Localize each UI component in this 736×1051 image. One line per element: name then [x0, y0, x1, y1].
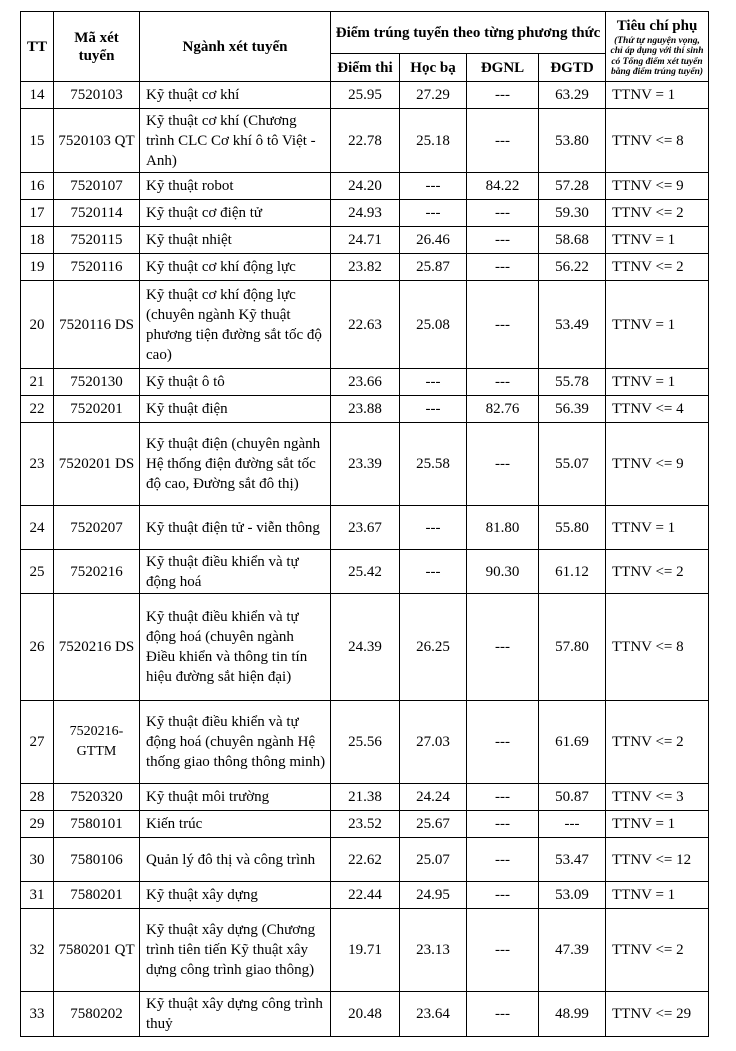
header-dgtd: ĐGTD — [539, 54, 606, 82]
table-row — [21, 396, 709, 423]
cell-dgnl: --- — [467, 594, 539, 701]
cell-dgtd: 55.80 — [539, 506, 606, 550]
cell-diem-thi: 22.62 — [331, 838, 400, 882]
cell-diem-thi: 20.48 — [331, 992, 400, 1037]
cell-nganh: Quản lý đô thị và công trình — [140, 838, 331, 882]
cell-nganh: Kỹ thuật cơ khí động lực — [140, 254, 331, 281]
cell-hoc-ba: --- — [400, 550, 467, 594]
cell-dgnl: --- — [467, 701, 539, 784]
cell-nganh: Kiến trúc — [140, 811, 331, 838]
cell-tieu-chi: TTNV <= 2 — [606, 909, 709, 992]
cell-hoc-ba: 27.29 — [400, 82, 467, 109]
cell-tieu-chi: TTNV <= 4 — [606, 396, 709, 423]
cell-dgnl: --- — [467, 281, 539, 369]
cell-nganh: Kỹ thuật xây dựng công trình thuỷ — [140, 992, 331, 1037]
cell-diem-thi: 23.66 — [331, 369, 400, 396]
cell-tt: 31 — [21, 882, 54, 909]
cell-nganh: Kỹ thuật cơ khí động lực (chuyên ngành Kỹ thuật phương tiện đường sắt tốc độ cao) — [140, 281, 331, 369]
cell-hoc-ba: 23.64 — [400, 992, 467, 1037]
cell-nganh: Kỹ thuật ô tô — [140, 369, 331, 396]
table-row — [21, 909, 709, 992]
cell-tieu-chi: TTNV = 1 — [606, 281, 709, 369]
table-row — [21, 82, 709, 109]
cell-nganh: Kỹ thuật điện — [140, 396, 331, 423]
cell-diem-thi: 24.71 — [331, 227, 400, 254]
cell-diem-thi: 23.52 — [331, 811, 400, 838]
table-row — [21, 254, 709, 281]
cell-dgtd: 61.12 — [539, 550, 606, 594]
cell-dgtd: 50.87 — [539, 784, 606, 811]
table-row — [21, 811, 709, 838]
cell-dgtd: 53.09 — [539, 882, 606, 909]
cell-dgnl: 82.76 — [467, 396, 539, 423]
cell-tt: 33 — [21, 992, 54, 1037]
cell-nganh: Kỹ thuật xây dựng (Chương trình tiên tiến Kỹ thuật xây dựng công trình giao thông) — [140, 909, 331, 992]
cell-dgnl: --- — [467, 423, 539, 506]
cell-diem-thi: 22.44 — [331, 882, 400, 909]
table-row — [21, 109, 709, 173]
cell-nganh: Kỹ thuật điện tử - viễn thông — [140, 506, 331, 550]
cell-tieu-chi: TTNV <= 2 — [606, 701, 709, 784]
cell-tt: 29 — [21, 811, 54, 838]
cell-dgnl: --- — [467, 909, 539, 992]
cell-hoc-ba: 23.13 — [400, 909, 467, 992]
cell-hoc-ba: --- — [400, 369, 467, 396]
cell-hoc-ba: 25.18 — [400, 109, 467, 173]
cell-tieu-chi: TTNV = 1 — [606, 811, 709, 838]
cell-dgnl: --- — [467, 811, 539, 838]
cell-tt: 18 — [21, 227, 54, 254]
cell-diem-thi: 22.78 — [331, 109, 400, 173]
cell-dgtd: 53.49 — [539, 281, 606, 369]
table-body — [21, 82, 709, 1037]
cell-ma: 7520114 — [54, 200, 140, 227]
cell-dgnl: 84.22 — [467, 173, 539, 200]
cell-diem-thi: 25.95 — [331, 82, 400, 109]
admission-scores-table — [20, 11, 709, 1037]
cell-hoc-ba: 24.24 — [400, 784, 467, 811]
cell-ma: 7520130 — [54, 369, 140, 396]
header-dgnl: ĐGNL — [467, 54, 539, 82]
cell-tieu-chi: TTNV <= 2 — [606, 254, 709, 281]
cell-dgtd: 47.39 — [539, 909, 606, 992]
cell-hoc-ba: --- — [400, 506, 467, 550]
cell-hoc-ba: 25.87 — [400, 254, 467, 281]
cell-tt: 22 — [21, 396, 54, 423]
cell-tieu-chi: TTNV = 1 — [606, 882, 709, 909]
cell-tt: 26 — [21, 594, 54, 701]
cell-tt: 15 — [21, 109, 54, 173]
cell-nganh: Kỹ thuật nhiệt — [140, 227, 331, 254]
cell-tieu-chi: TTNV <= 2 — [606, 200, 709, 227]
header-ma-xet-tuyen: Mã xét tuyển — [54, 12, 140, 82]
cell-diem-thi: 25.42 — [331, 550, 400, 594]
table-row — [21, 173, 709, 200]
cell-diem-thi: 23.82 — [331, 254, 400, 281]
cell-hoc-ba: 26.46 — [400, 227, 467, 254]
cell-dgnl: --- — [467, 200, 539, 227]
header-nganh-xet-tuyen: Ngành xét tuyển — [140, 12, 331, 82]
cell-ma: 7520115 — [54, 227, 140, 254]
cell-ma: 7580201 — [54, 882, 140, 909]
cell-ma: 7520207 — [54, 506, 140, 550]
cell-tieu-chi: TTNV <= 9 — [606, 423, 709, 506]
cell-ma: 7520116 — [54, 254, 140, 281]
table-row — [21, 594, 709, 701]
cell-tieu-chi: TTNV <= 8 — [606, 594, 709, 701]
cell-dgtd: 57.80 — [539, 594, 606, 701]
cell-tieu-chi: TTNV <= 8 — [606, 109, 709, 173]
table-row — [21, 701, 709, 784]
cell-ma: 7520103 QT — [54, 109, 140, 173]
cell-tt: 32 — [21, 909, 54, 992]
cell-dgtd: 53.80 — [539, 109, 606, 173]
cell-tt: 14 — [21, 82, 54, 109]
cell-hoc-ba: 27.03 — [400, 701, 467, 784]
table-row — [21, 423, 709, 506]
cell-ma: 7520116 DS — [54, 281, 140, 369]
table-row — [21, 550, 709, 594]
cell-dgtd: 56.22 — [539, 254, 606, 281]
header-tieu-chi-label: Tiêu chí phụ — [616, 17, 698, 34]
cell-tt: 25 — [21, 550, 54, 594]
cell-tieu-chi: TTNV <= 3 — [606, 784, 709, 811]
cell-dgtd: 59.30 — [539, 200, 606, 227]
cell-hoc-ba: --- — [400, 173, 467, 200]
cell-ma: 7520320 — [54, 784, 140, 811]
cell-tt: 30 — [21, 838, 54, 882]
cell-ma: 7520216-GTTM — [54, 701, 140, 784]
cell-dgnl: --- — [467, 109, 539, 173]
cell-dgnl: --- — [467, 227, 539, 254]
cell-diem-thi: 23.67 — [331, 506, 400, 550]
cell-nganh: Kỹ thuật cơ khí (Chương trình CLC Cơ khí ô tô Việt - Anh) — [140, 109, 331, 173]
header-tt: TT — [21, 12, 54, 82]
cell-diem-thi: 24.93 — [331, 200, 400, 227]
cell-tt: 17 — [21, 200, 54, 227]
cell-dgtd: 56.39 — [539, 396, 606, 423]
cell-dgtd: 53.47 — [539, 838, 606, 882]
cell-diem-thi: 21.38 — [331, 784, 400, 811]
cell-diem-thi: 25.56 — [331, 701, 400, 784]
cell-ma: 7520201 — [54, 396, 140, 423]
cell-dgtd: 48.99 — [539, 992, 606, 1037]
cell-hoc-ba: --- — [400, 200, 467, 227]
cell-dgtd: 58.68 — [539, 227, 606, 254]
cell-nganh: Kỹ thuật điều khiển và tự động hoá — [140, 550, 331, 594]
cell-nganh: Kỹ thuật cơ khí — [140, 82, 331, 109]
cell-diem-thi: 24.39 — [331, 594, 400, 701]
cell-dgnl: --- — [467, 838, 539, 882]
cell-hoc-ba: 24.95 — [400, 882, 467, 909]
table-row — [21, 506, 709, 550]
cell-diem-thi: 23.88 — [331, 396, 400, 423]
cell-dgtd: 55.07 — [539, 423, 606, 506]
table-row — [21, 281, 709, 369]
cell-ma: 7580202 — [54, 992, 140, 1037]
cell-nganh: Kỹ thuật điều khiển và tự động hoá (chuyên ngành Hệ thống giao thông thông minh) — [140, 701, 331, 784]
cell-dgnl: --- — [467, 254, 539, 281]
header-diem-group: Điểm trúng tuyển theo từng phương thức — [331, 12, 606, 54]
cell-dgtd: 57.28 — [539, 173, 606, 200]
cell-hoc-ba: --- — [400, 396, 467, 423]
cell-tieu-chi: TTNV <= 12 — [606, 838, 709, 882]
cell-dgnl: --- — [467, 784, 539, 811]
table-row — [21, 992, 709, 1037]
cell-tieu-chi: TTNV = 1 — [606, 82, 709, 109]
cell-dgnl: 90.30 — [467, 550, 539, 594]
cell-diem-thi: 24.20 — [331, 173, 400, 200]
cell-dgtd: 63.29 — [539, 82, 606, 109]
cell-ma: 7520103 — [54, 82, 140, 109]
cell-tt: 23 — [21, 423, 54, 506]
table-row — [21, 882, 709, 909]
cell-dgnl: --- — [467, 369, 539, 396]
cell-nganh: Kỹ thuật xây dựng — [140, 882, 331, 909]
cell-ma: 7520216 DS — [54, 594, 140, 701]
cell-tt: 21 — [21, 369, 54, 396]
cell-ma: 7520201 DS — [54, 423, 140, 506]
cell-dgtd: 61.69 — [539, 701, 606, 784]
cell-hoc-ba: 25.08 — [400, 281, 467, 369]
header-diem-thi: Điểm thi — [331, 54, 400, 82]
cell-tieu-chi: TTNV = 1 — [606, 506, 709, 550]
table-row — [21, 369, 709, 396]
cell-nganh: Kỹ thuật môi trường — [140, 784, 331, 811]
cell-dgnl: --- — [467, 992, 539, 1037]
cell-tieu-chi: TTNV <= 29 — [606, 992, 709, 1037]
cell-tt: 24 — [21, 506, 54, 550]
cell-ma: 7520107 — [54, 173, 140, 200]
cell-nganh: Kỹ thuật cơ điện tử — [140, 200, 331, 227]
cell-ma: 7580101 — [54, 811, 140, 838]
cell-tt: 28 — [21, 784, 54, 811]
table-row — [21, 784, 709, 811]
cell-dgnl: --- — [467, 82, 539, 109]
cell-ma: 7580201 QT — [54, 909, 140, 992]
cell-dgtd: 55.78 — [539, 369, 606, 396]
cell-hoc-ba: 25.58 — [400, 423, 467, 506]
cell-tt: 27 — [21, 701, 54, 784]
cell-ma: 7580106 — [54, 838, 140, 882]
cell-hoc-ba: 26.25 — [400, 594, 467, 701]
cell-ma: 7520216 — [54, 550, 140, 594]
cell-dgnl: --- — [467, 882, 539, 909]
cell-dgnl: 81.80 — [467, 506, 539, 550]
cell-nganh: Kỹ thuật điện (chuyên ngành Hệ thống điện đường sắt tốc độ cao, Đường sắt đô thị) — [140, 423, 331, 506]
table-row — [21, 838, 709, 882]
cell-tt: 19 — [21, 254, 54, 281]
cell-hoc-ba: 25.07 — [400, 838, 467, 882]
cell-dgtd: --- — [539, 811, 606, 838]
cell-tieu-chi: TTNV <= 9 — [606, 173, 709, 200]
table-row — [21, 227, 709, 254]
cell-hoc-ba: 25.67 — [400, 811, 467, 838]
cell-tt: 16 — [21, 173, 54, 200]
cell-nganh: Kỹ thuật robot — [140, 173, 331, 200]
table-row — [21, 200, 709, 227]
cell-diem-thi: 19.71 — [331, 909, 400, 992]
cell-diem-thi: 23.39 — [331, 423, 400, 506]
cell-tt: 20 — [21, 281, 54, 369]
header-hoc-ba: Học bạ — [400, 54, 467, 82]
cell-tieu-chi: TTNV = 1 — [606, 369, 709, 396]
header-tieu-chi-phu — [606, 12, 709, 82]
cell-tieu-chi: TTNV <= 2 — [606, 550, 709, 594]
cell-tieu-chi: TTNV = 1 — [606, 227, 709, 254]
header-tieu-chi-note: (Thứ tự nguyện vọng, chỉ áp dụng với thí sinh có Tổng điểm xét tuyển bằng điểm trúng tuyển) — [610, 35, 704, 77]
cell-nganh: Kỹ thuật điều khiển và tự động hoá (chuyên ngành Điều khiển và thông tin tín hiệu đường sắt hiện đại) — [140, 594, 331, 701]
cell-diem-thi: 22.63 — [331, 281, 400, 369]
